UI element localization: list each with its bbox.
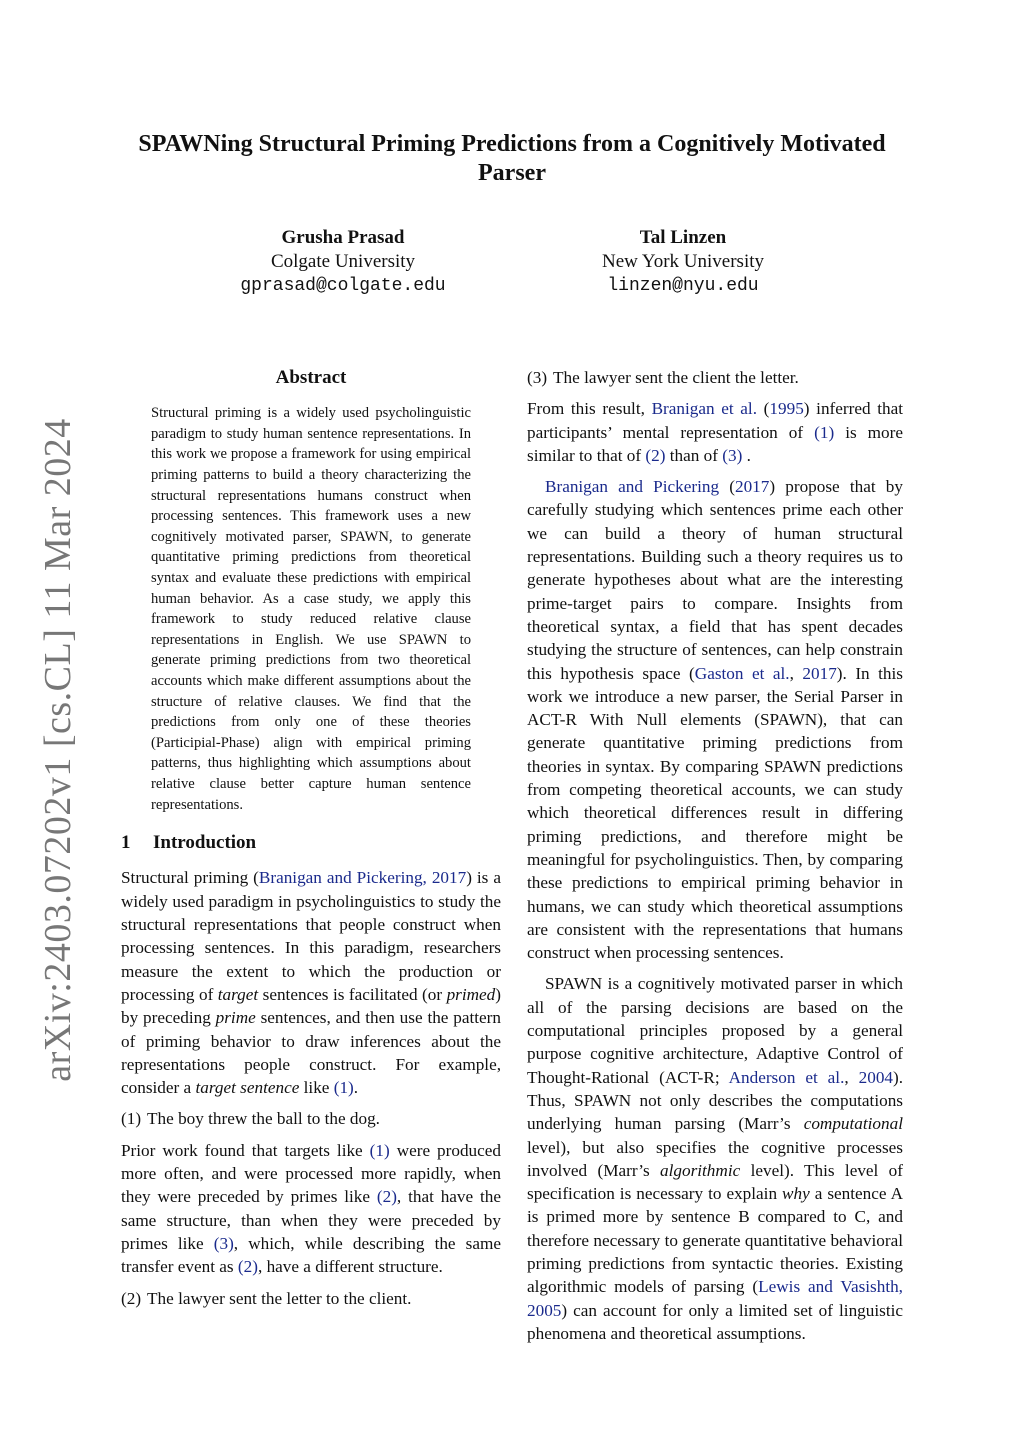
paragraph: Structural priming (Branigan and Pickering, 2017) is a widely used paradigm in psycholinguistics to study the structural representations that people construct when processing sentences. In this paradigm, researchers measure the extent to which the production or processing of target sentences is facilitated (or primed) by preceding prime sentences, and then use the pattern of priming behavior to draw inferences about the representations people construct. For example, consider a target sentence like (1). xyxy=(121,868,501,1098)
paragraph: SPAWN is a cognitively motivated parser in which all of the parsing decisions are based on the computational principles proposed by a general purpose cognitive architecture, Adaptive Control of Thought-Rational (ACT-R; Anderson et al., 2004). Thus, SPAWN not only describes the computations underlying human parsing (Marr’s computational level), but also specifies the cognitive processes involved (Marr’s algorithmic level). This level of specification is necessary to explain why a sentence A is primed more by sentence B compared to C, and therefore necessary to generate quantitative behavioral priming predictions from syntactic theories. Existing algorithmic models of parsing (Lewis and Vasishth, 2005) can account for only a limited set of linguistic phenomena and theoretical assumptions. xyxy=(527,974,904,1343)
example-sentence: (1) The boy threw the ball to the dog. xyxy=(121,1109,380,1129)
paragraph: From this result, Branigan et al. (1995) inferred that participants’ mental representation of (1) is more similar to that of (2) than of (3) . xyxy=(527,399,904,465)
paper-title: SPAWNing Structural Priming Predictions from a Cognitively Motivated Parser xyxy=(138,131,886,186)
citation-link[interactable]: 2004 xyxy=(858,1067,893,1087)
citation-link[interactable]: Lewis and Vasishth, 2005 xyxy=(527,1277,903,1320)
citation-link[interactable]: Branigan and Pickering, 2017 xyxy=(258,868,467,888)
section-heading xyxy=(121,831,501,854)
author-block xyxy=(533,226,833,298)
citation-link[interactable]: Branigan et al. xyxy=(651,399,758,419)
author-email[interactable]: linzen@nyu.edu xyxy=(607,276,759,296)
citation-link[interactable]: Branigan and Pickering xyxy=(545,477,720,497)
citation-link[interactable]: 2017 xyxy=(802,663,837,683)
paragraph: Branigan and Pickering (2017) propose that by carefully studying which sentences prime each other we can build a theory of human structural representations. Building such a theory requires us to generate hypotheses about what are the interesting prime-target pairs to compare. Insights from theoretical syntax, a field that has spent decades studying the structure of sentences, can help constrain this hypothesis space (Gaston et al., 2017). In this work we introduce a new parser, the Serial Parser in ACT-R With Null elements (SPAWN), that can generate quantitative priming predictions from theories in syntax. By comparing SPAWN predictions from competing theoretical accounts, we can study which theoretical differences result in differing priming predictions, and therefore might be meaningful for psycholinguistics. Then, by comparing these predictions to empirical priming behavior in humans, we can study which theoretical assumptions are consistent with the representations that humans construct when processing sentences. xyxy=(527,477,903,963)
example-ref-link[interactable]: (2) xyxy=(376,1187,397,1207)
section-title: Introduction xyxy=(153,832,257,854)
example-sentence: (2) The lawyer sent the letter to the client. xyxy=(121,1288,412,1308)
right-column xyxy=(527,366,903,1353)
example-ref-link[interactable]: (1) xyxy=(814,422,835,442)
example-ref-link[interactable]: (3) xyxy=(213,1233,234,1253)
citation-link[interactable]: Anderson et al. xyxy=(728,1067,845,1087)
citation-link[interactable]: Gaston et al. xyxy=(694,663,790,683)
left-column xyxy=(121,366,501,1318)
author-block xyxy=(193,226,493,298)
author-affiliation: Colgate University xyxy=(270,251,416,272)
example-sentence: (3) The lawyer sent the client the letter. xyxy=(527,368,799,387)
citation-link[interactable]: 1995 xyxy=(769,399,804,419)
author-name: Grusha Prasad xyxy=(281,227,405,248)
example-ref-link[interactable]: (1) xyxy=(333,1078,354,1098)
section-number: 1 xyxy=(121,832,131,854)
example-ref-link[interactable]: (2) xyxy=(645,445,666,465)
author-email[interactable]: gprasad@colgate.edu xyxy=(240,276,446,296)
author-name: Tal Linzen xyxy=(639,227,727,248)
abstract-text: Structural priming is a widely used psycholinguistic paradigm to study human sentence representations. In this work we propose a framework for using empirical priming patterns to build a theory characterizing the structural representations humans construct when processing sentences. This framework uses a new cognitively motivated parser, SPAWN, to generate quantitative priming predictions from theoretical syntax and evaluate these predictions with empirical human behavior. As a case study, we apply this framework to study reduced relative clause representations in English. We use SPAWN to generate priming predictions from two theoretical accounts which make different assumptions about the structure of relative clauses. We find that the predictions from only one of these theories (Participial-Phase) align with empirical priming patterns, thus highlighting which assumptions about relative clause better capture human sentence representations. xyxy=(151,405,471,813)
author-affiliation: New York University xyxy=(601,251,765,272)
paragraph: Prior work found that targets like (1) were produced more often, and were processed more rapidly, when they were preceded by primes like (2), that have the same structure, than when they were preceded by primes like (3), which, while describing the same transfer event as (2), have a different structure. xyxy=(121,1140,501,1277)
arxiv-stamp: arXiv:2403.07202v1 [cs.CL] 11 Mar 2024 xyxy=(37,418,79,1082)
example-ref-link[interactable]: (3) xyxy=(722,445,743,465)
example-ref-link[interactable]: (2) xyxy=(237,1257,258,1277)
example-ref-link[interactable]: (1) xyxy=(369,1140,390,1160)
citation-link[interactable]: 2017 xyxy=(734,477,770,497)
abstract-heading: Abstract xyxy=(275,367,347,388)
